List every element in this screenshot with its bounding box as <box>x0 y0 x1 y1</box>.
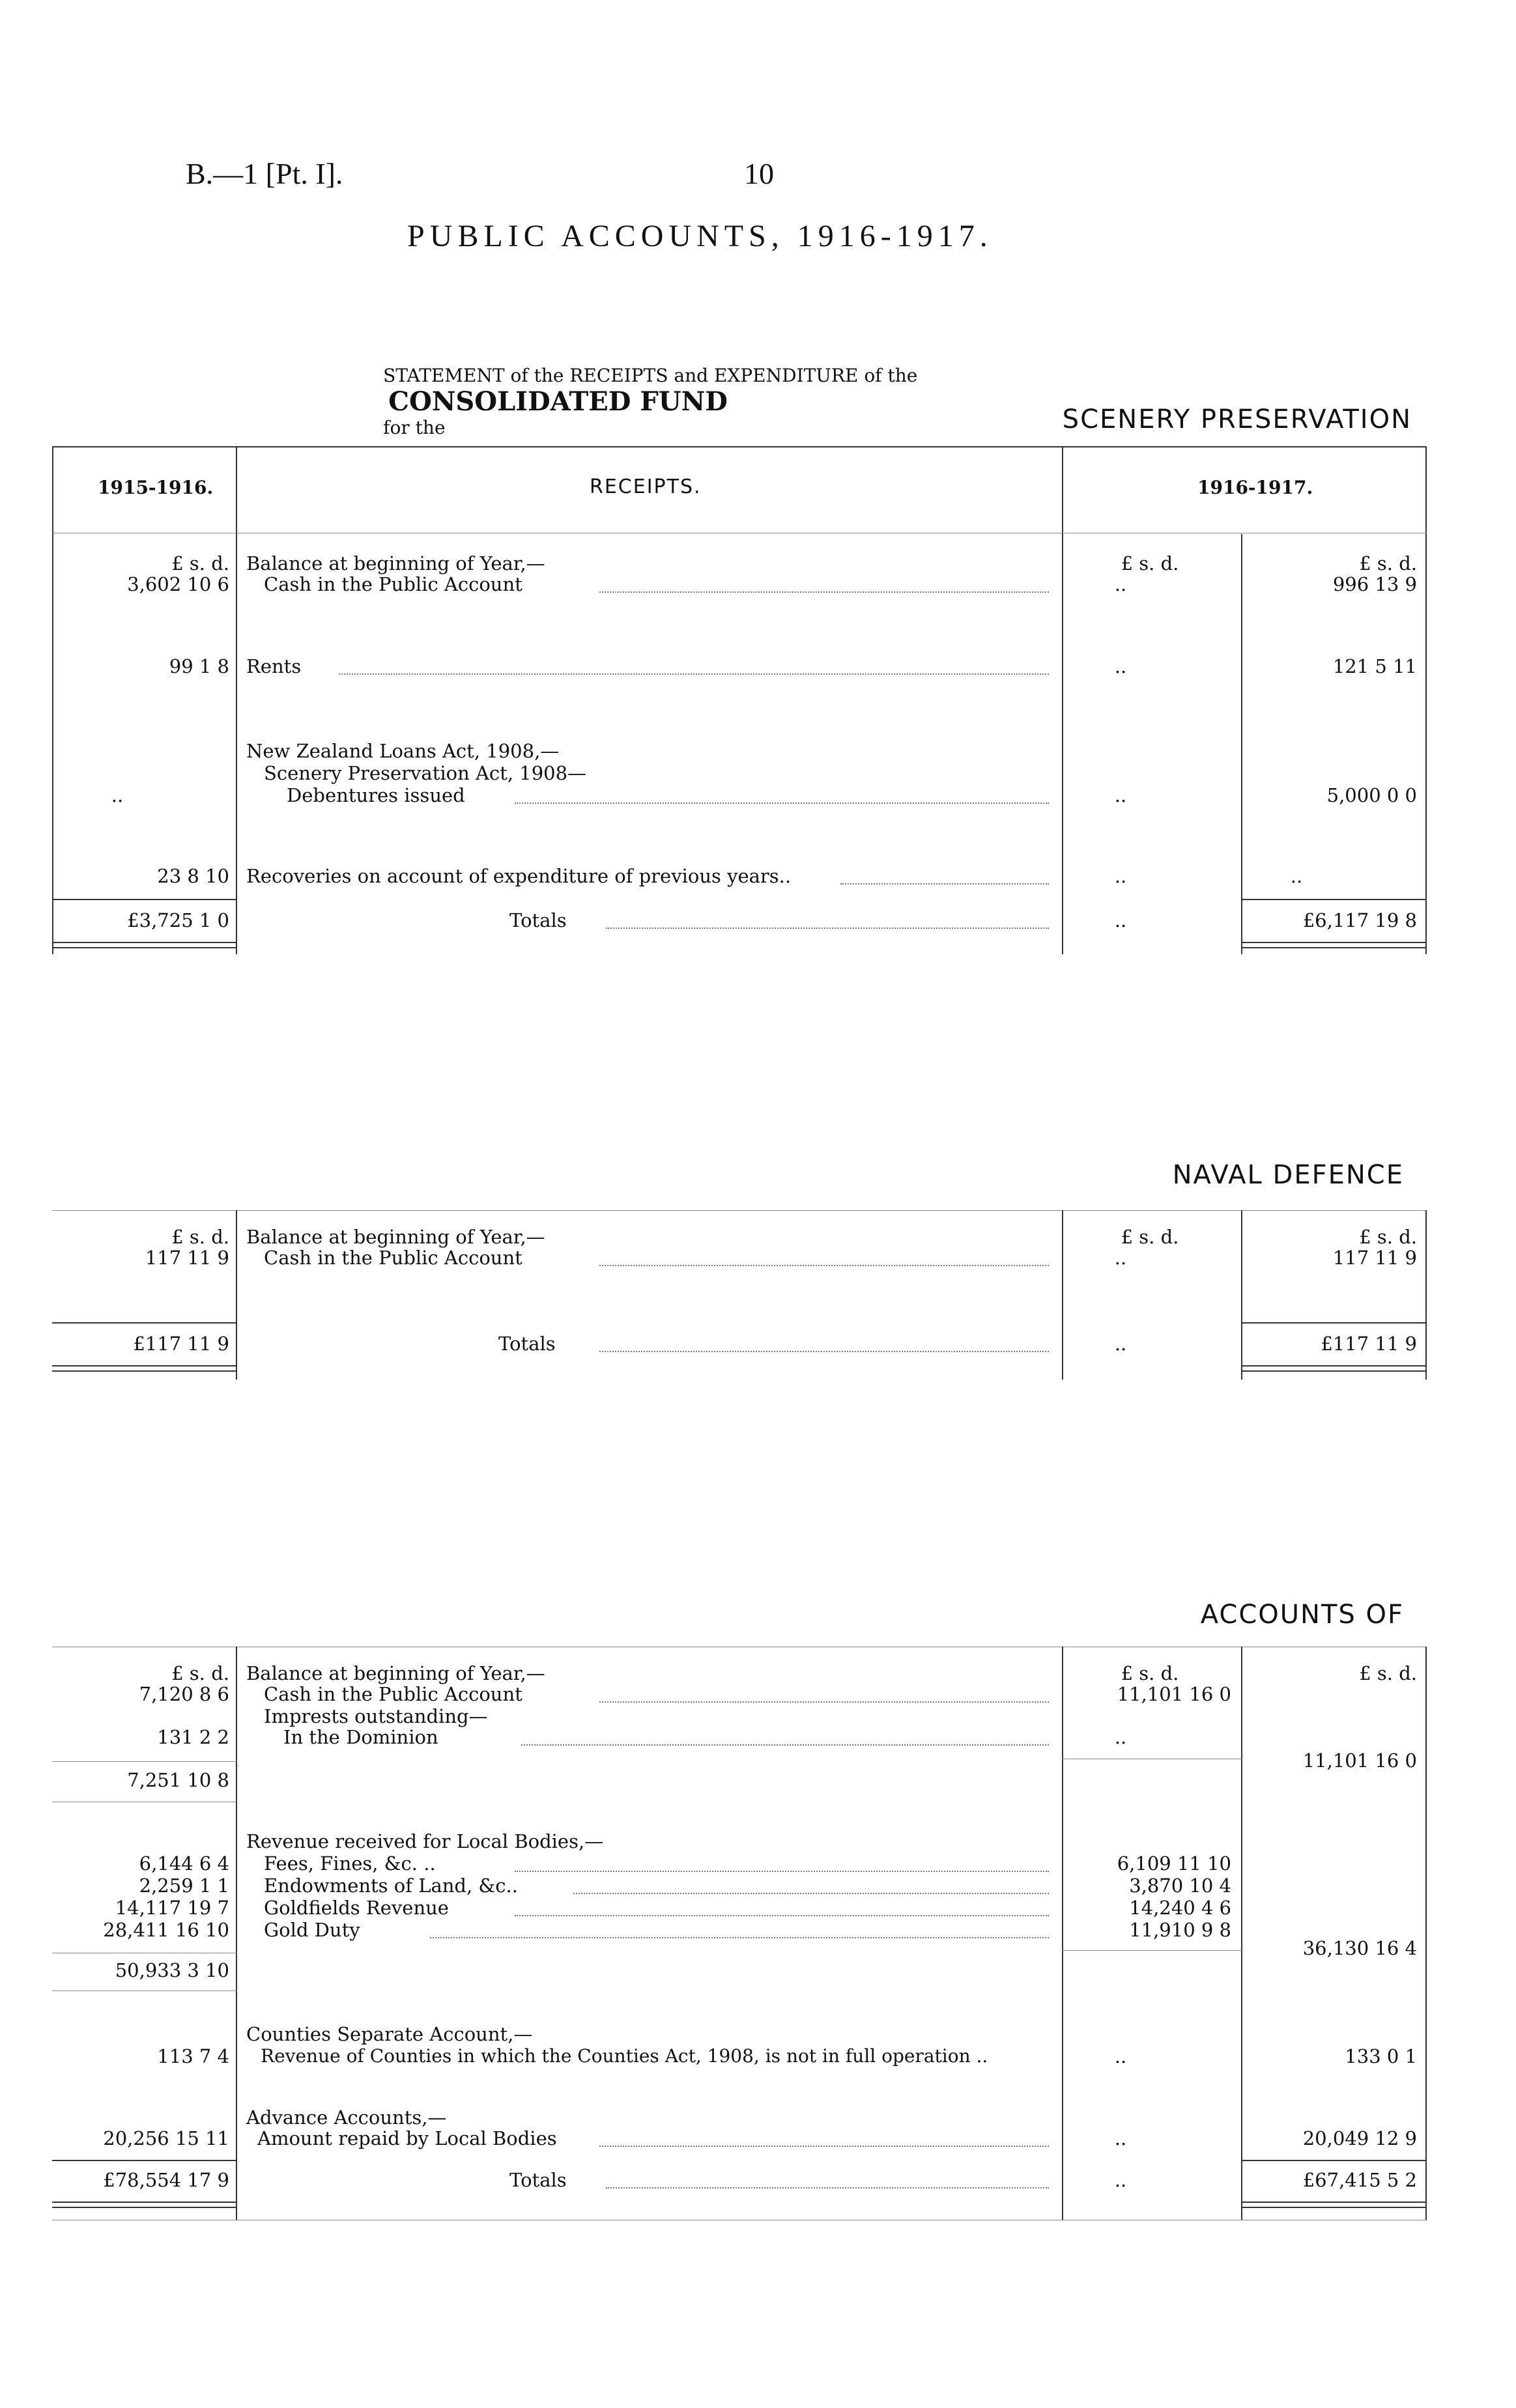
leader-dots <box>599 2146 1049 2147</box>
accounts-revenue-fees-label: Fees, Fines, &c. .. <box>264 1852 436 1875</box>
scenery-recoveries-right: .. <box>1290 865 1303 887</box>
accounts-counties-label: Revenue of Counties in which the Counties Act, 1908, is not in full operation .. <box>261 2045 988 2067</box>
scenery-loans-prev: .. <box>111 784 124 806</box>
scenery-loans-act: Scenery Preservation Act, 1908— <box>264 762 587 784</box>
header-prev-year: 1915-1916. <box>98 477 214 498</box>
table-right-border <box>1425 1647 1427 2220</box>
naval-currency-mid: £ s. d. <box>1121 1226 1179 1248</box>
leader-dots <box>339 673 1049 675</box>
accounts-totals-mid: .. <box>1114 2169 1127 2191</box>
totals-rule-right <box>1241 1322 1427 1324</box>
accounts-counties-heading: Counties Separate Account,— <box>246 2023 533 2045</box>
scenery-balance-heading: Balance at beginning of Year,— <box>246 552 545 574</box>
page-number: 10 <box>744 157 774 190</box>
subtotal-rule <box>1062 1950 1242 1951</box>
col-divider-mid <box>1062 1210 1063 1380</box>
col-divider-prev <box>236 1647 237 2220</box>
naval-balance-mid: .. <box>1114 1247 1127 1269</box>
scenery-totals-label: Totals <box>509 909 567 931</box>
leader-dots <box>606 928 1049 929</box>
accounts-revenue-subtotal-prev: 50,933 3 10 <box>115 1959 229 1981</box>
scenery-loans-debentures: Debentures issued <box>287 784 465 806</box>
accounts-dominion-mid: .. <box>1114 1726 1127 1748</box>
accounts-revenue-subtotal-right: 36,130 16 4 <box>1302 1937 1417 1959</box>
naval-currency-right: £ s. d. <box>1359 1226 1417 1248</box>
table-top-rule <box>52 1210 1427 1211</box>
accounts-revenue-endowments-label: Endowments of Land, &c.. <box>264 1875 518 1897</box>
accounts-revenue-fees-mid: 6,109 11 10 <box>1117 1852 1231 1875</box>
naval-balance-heading: Balance at beginning of Year,— <box>246 1226 545 1248</box>
section-title-naval: NAVAL DEFENCE <box>1172 1160 1404 1190</box>
naval-totals-label: Totals <box>498 1333 556 1355</box>
currency-header-mid: £ s. d. <box>1121 552 1179 574</box>
double-rule <box>1241 2207 1427 2208</box>
leader-dots <box>599 1351 1049 1352</box>
currency-header-prev: £ s. d. <box>171 552 229 574</box>
accounts-revenue-heading: Revenue received for Local Bodies,— <box>246 1830 604 1852</box>
accounts-totals-prev: £78,554 17 9 <box>103 2169 229 2191</box>
double-rule <box>52 2202 237 2203</box>
accounts-balance-subtotal-prev: 7,251 10 8 <box>127 1769 229 1791</box>
accounts-advance-right: 20,049 12 9 <box>1302 2127 1417 2149</box>
accounts-revenue-endowments-prev: 2,259 1 1 <box>139 1875 229 1897</box>
accounts-currency-right: £ s. d. <box>1359 1662 1417 1684</box>
naval-balance-cash-label: Cash in the Public Account <box>264 1247 522 1269</box>
scenery-rents-mid: .. <box>1114 655 1127 677</box>
totals-rule-right <box>1241 899 1427 900</box>
accounts-revenue-fees-prev: 6,144 6 4 <box>139 1852 229 1875</box>
accounts-revenue-endowments-mid: 3,870 10 4 <box>1129 1875 1231 1897</box>
double-rule <box>52 1370 237 1372</box>
table-top-rule <box>52 446 1427 447</box>
accounts-advance-prev: 20,256 15 11 <box>103 2127 229 2149</box>
accounts-revenue-goldduty-prev: 28,411 16 10 <box>103 1919 229 1941</box>
totals-rule-right <box>1241 2160 1427 2161</box>
totals-rule-prev <box>52 899 237 900</box>
scenery-rents-right: 121 5 11 <box>1332 655 1417 677</box>
accounts-balance-heading: Balance at beginning of Year,— <box>246 1662 545 1684</box>
scenery-loans-right: 5,000 0 0 <box>1326 784 1417 806</box>
scenery-loans-mid: .. <box>1114 784 1127 806</box>
totals-rule-prev <box>52 2160 237 2161</box>
accounts-revenue-goldfields-prev: 14,117 19 7 <box>115 1897 229 1919</box>
accounts-dominion-prev: 131 2 2 <box>157 1726 229 1748</box>
scenery-recoveries-mid: .. <box>1114 865 1127 887</box>
leader-dots <box>515 1915 1049 1916</box>
currency-header-right: £ s. d. <box>1359 552 1417 574</box>
totals-rule-prev <box>52 1322 237 1324</box>
subtotal-rule <box>52 1761 237 1762</box>
double-rule <box>1241 1370 1427 1372</box>
accounts-advance-mid: .. <box>1114 2127 1127 2149</box>
accounts-revenue-goldduty-mid: 11,910 9 8 <box>1129 1919 1231 1941</box>
page-title: PUBLIC ACCOUNTS, 1916-1917. <box>407 219 993 253</box>
statement-suffix: for the <box>383 417 446 438</box>
scenery-loans-heading: New Zealand Loans Act, 1908,— <box>246 740 560 762</box>
accounts-advance-label: Amount repaid by Local Bodies <box>257 2127 557 2149</box>
section-title-scenery: SCENERY PRESERVATION <box>1062 404 1412 434</box>
leader-dots <box>599 1265 1049 1266</box>
section-title-accounts: ACCOUNTS OF <box>1200 1600 1404 1630</box>
scenery-totals-mid: .. <box>1114 909 1127 931</box>
scenery-recoveries-prev: 23 8 10 <box>157 865 229 887</box>
double-rule <box>1241 942 1427 943</box>
accounts-currency-mid: £ s. d. <box>1121 1662 1179 1684</box>
naval-totals-right: £117 11 9 <box>1321 1333 1417 1355</box>
scenery-balance-cash-label: Cash in the Public Account <box>264 573 522 595</box>
statement-prefix: STATEMENT of the RECEIPTS and EXPENDITURE of the <box>383 365 918 386</box>
table-right-border <box>1425 1210 1427 1380</box>
double-rule <box>52 1365 237 1367</box>
accounts-cash-label: Cash in the Public Account <box>264 1683 522 1705</box>
scenery-balance-prev: 3,602 10 6 <box>127 573 229 595</box>
accounts-counties-right: 133 0 1 <box>1345 2045 1417 2067</box>
double-rule <box>1241 947 1427 948</box>
table-left-border <box>52 446 53 954</box>
col-divider-prev <box>236 1210 237 1380</box>
naval-balance-prev: 117 11 9 <box>145 1247 229 1269</box>
accounts-cash-prev: 7,120 8 6 <box>139 1683 229 1705</box>
col-divider-right <box>1241 534 1242 954</box>
accounts-dominion-label: In the Dominion <box>283 1726 438 1748</box>
naval-balance-right: 117 11 9 <box>1332 1247 1417 1269</box>
leader-dots <box>573 1893 1049 1894</box>
naval-totals-mid: .. <box>1114 1333 1127 1355</box>
header-receipts: RECEIPTS. <box>590 475 702 498</box>
leader-dots <box>521 1744 1049 1746</box>
double-rule <box>1241 1365 1427 1367</box>
page-reference: B.—1 [Pt. I]. <box>186 157 343 190</box>
accounts-revenue-goldduty-label: Gold Duty <box>264 1919 360 1941</box>
scenery-rents-prev: 99 1 8 <box>169 655 229 677</box>
leader-dots <box>430 1937 1049 1938</box>
statement-heading <box>377 350 917 441</box>
leader-dots <box>599 1701 1049 1703</box>
col-divider-mid <box>1062 446 1063 954</box>
accounts-counties-mid: .. <box>1114 2045 1127 2067</box>
header-cur-year: 1916-1917. <box>1197 477 1313 498</box>
scenery-balance-right: 996 13 9 <box>1332 573 1417 595</box>
accounts-cash-mid: 11,101 16 0 <box>1117 1683 1231 1705</box>
double-rule <box>52 942 237 943</box>
leader-dots <box>840 883 1049 885</box>
accounts-currency-prev: £ s. d. <box>171 1662 229 1684</box>
accounts-counties-prev: 113 7 4 <box>157 2045 229 2067</box>
double-rule <box>1241 2202 1427 2203</box>
scenery-totals-right: £6,117 19 8 <box>1302 909 1417 931</box>
leader-dots <box>515 1871 1049 1872</box>
naval-currency-prev: £ s. d. <box>171 1226 229 1248</box>
scenery-totals-prev: £3,725 1 0 <box>127 909 229 931</box>
double-rule <box>52 947 237 948</box>
leader-dots <box>515 802 1049 804</box>
leader-dots <box>599 591 1049 593</box>
accounts-totals-right: £67,415 5 2 <box>1302 2169 1417 2191</box>
accounts-balance-subtotal-right: 11,101 16 0 <box>1302 1749 1417 1772</box>
accounts-totals-label: Totals <box>509 2169 567 2191</box>
subtotal-rule <box>52 1990 237 1991</box>
table-right-border <box>1425 446 1427 954</box>
accounts-imprests-label: Imprests outstanding— <box>264 1705 488 1727</box>
scenery-recoveries-label: Recoveries on account of expenditure of previous years.. <box>246 865 792 887</box>
col-divider-prev <box>236 446 237 954</box>
accounts-revenue-goldfields-mid: 14,240 4 6 <box>1129 1897 1231 1919</box>
naval-totals-prev: £117 11 9 <box>133 1333 229 1355</box>
col-divider-mid <box>1062 1647 1063 2220</box>
col-divider-right <box>1241 1210 1242 1380</box>
fund-name: CONSOLIDATED FUND <box>388 386 728 417</box>
accounts-advance-heading: Advance Accounts,— <box>246 2106 447 2129</box>
double-rule <box>52 2207 237 2208</box>
leader-dots <box>606 2187 1049 2188</box>
col-divider-right <box>1241 1647 1242 2220</box>
scenery-balance-mid: .. <box>1114 573 1127 595</box>
scenery-rents-label: Rents <box>246 655 302 677</box>
accounts-revenue-goldfields-label: Goldfields Revenue <box>264 1897 449 1919</box>
